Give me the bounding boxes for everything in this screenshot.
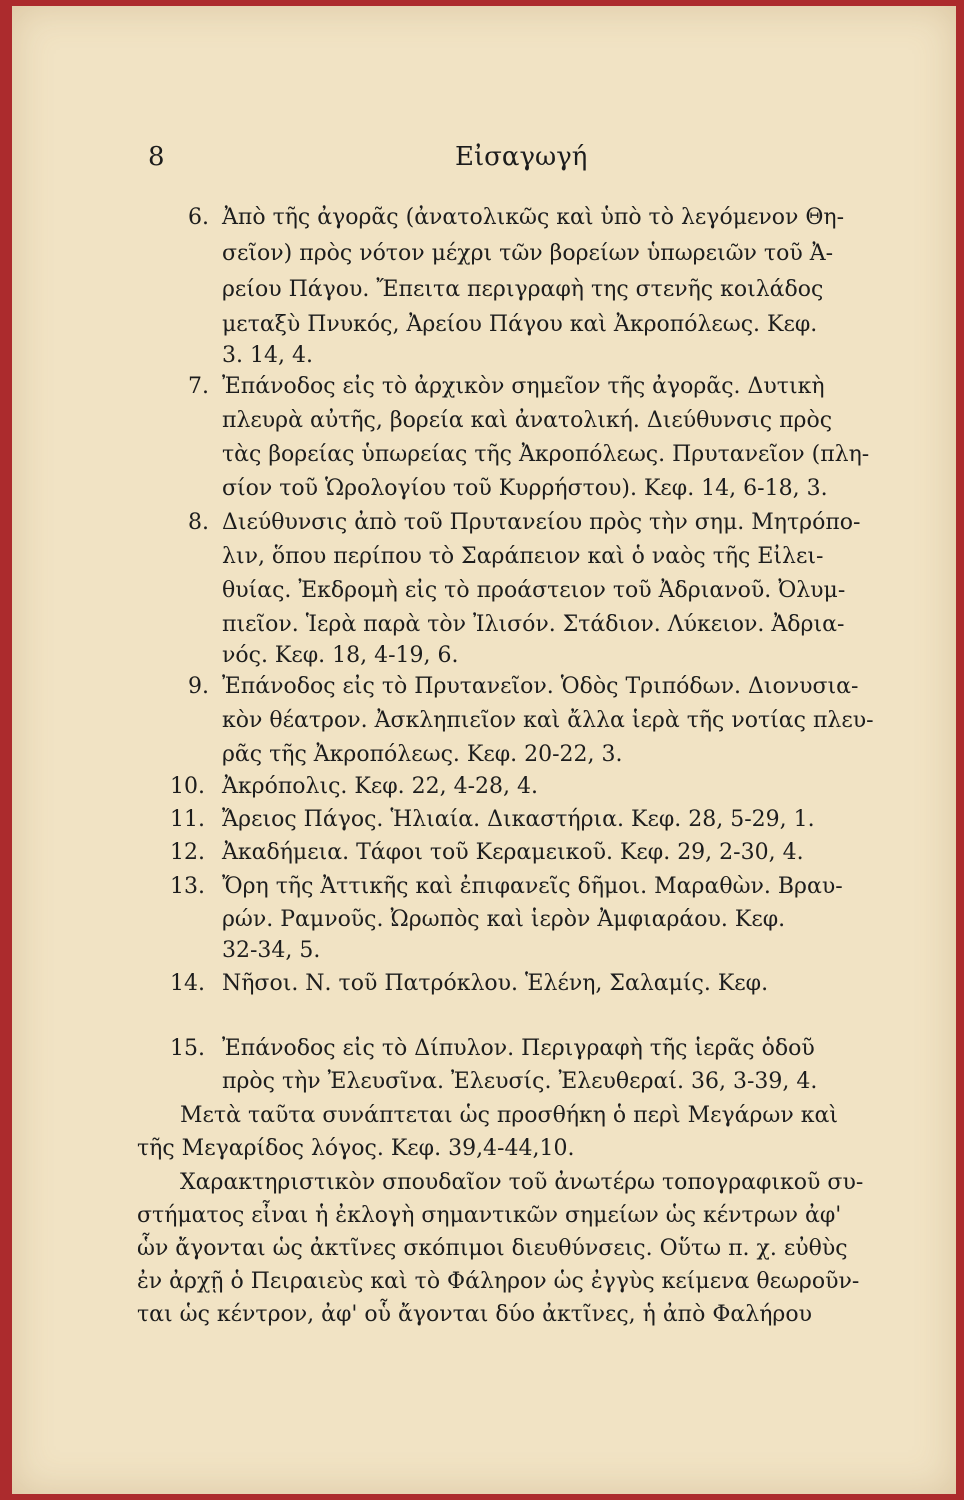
text-line: Μετὰ ταῦτα συνάπτεται ὡς προσθήκη ὁ περὶ Μεγάρων καὶ — [180, 1103, 838, 1128]
text-line: σεῖον) πρὸς νότον μέχρι τῶν βορείων ὑπωρειῶν τοῦ Ἀ- — [222, 241, 834, 266]
text-line: μεταξὺ Πνυκός, Ἀρείου Πάγου καὶ Ἀκροπόλεως. Κεφ. — [222, 312, 818, 337]
text-line: ὧν ἄγονται ὡς ἀκτῖνες σκόπιμοι διευθύνσεις. Οὕτω π. χ. εὐθὺς — [137, 1236, 848, 1261]
text-line: Ἄρειος Πάγος. Ἡλιαία. Δικαστήρια. Κεφ. 28, 5-29, 1. — [222, 807, 815, 832]
text-line: Ἀκαδήμεια. Τάφοι τοῦ Κεραμεικοῦ. Κεφ. 29, 2-30, 4. — [222, 840, 804, 865]
item-number: 10. — [170, 774, 205, 799]
text-line: τὰς βορείας ὑπωρείας τῆς Ἀκροπόλεως. Πρυτανεῖον (πλη- — [222, 442, 870, 467]
text-line: Ἐπάνοδος εἰς τὸ Πρυτανεῖον. Ὁδὸς Τριπόδων. Διονυσια- — [222, 674, 859, 699]
item-number: 9. — [188, 674, 209, 699]
text-line: ρείου Πάγου. Ἔπειτα περιγραφὴ της στενῆς κοιλάδος — [222, 277, 824, 302]
item-number: 13. — [170, 874, 205, 899]
text-line: τῆς Μεγαρίδος λόγος. Κεφ. 39,4-44,10. — [137, 1136, 575, 1161]
text-line: Ἐπάνοδος εἰς τὸ ἀρχικὸν σημεῖον τῆς ἀγορᾶς. Δυτικὴ — [222, 374, 825, 399]
text-line: Διεύθυνσις ἀπὸ τοῦ Πρυτανείου πρὸς τὴν σημ. Μητρόπο- — [222, 510, 861, 535]
text-line: πλευρὰ αὐτῆς, βορεία καὶ ἀνατολική. Διεύθυνσις πρὸς — [222, 408, 833, 433]
text-line: πιεῖον. Ἱερὰ παρὰ τὸν Ἰλισόν. Στάδιον. Λύκειον. Ἀδρια- — [222, 612, 845, 637]
item-number: 6. — [188, 205, 209, 230]
item-number: 12. — [170, 840, 205, 865]
text-line: Ὄρη τῆς Ἀττικῆς καὶ ἐπιφανεῖς δῆμοι. Μαραθὼν. Βραυ- — [222, 874, 843, 899]
text-line: 32-34, 5. — [222, 938, 321, 963]
text-line: ρών. Ραμνοῦς. Ὠρωπὸς καὶ ἱερὸν Ἀμφιαράου. Κεφ. — [222, 907, 786, 932]
text-line: σίον τοῦ Ὡρολογίου τοῦ Κυρρήστου). Κεφ. 14, 6-18, 3. — [222, 476, 828, 501]
text-line: 3. 14, 4. — [222, 343, 313, 368]
item-number: 7. — [188, 374, 209, 399]
text-line: θυίας. Ἐκδρομὴ εἰς τὸ προάστειον τοῦ Ἀδριανοῦ. Ὀλυμ- — [222, 578, 846, 603]
text-line: στήματος εἶναι ἡ ἐκλογὴ σημαντικῶν σημείων ὡς κέντρων ἀφ' — [137, 1203, 842, 1228]
text-line: ἐν ἀρχῇ ὁ Πειραιεὺς καὶ τὸ Φάληρον ὡς ἐγγὺς κείμενα θεωροῦν- — [137, 1269, 860, 1294]
text-line: νός. Κεφ. 18, 4-19, 6. — [222, 643, 459, 668]
text-line: Χαρακτηριστικὸν σπουδαῖον τοῦ ἀνωτέρω τοπογραφικοῦ συ- — [180, 1170, 864, 1195]
item-number: 8. — [188, 510, 209, 535]
text-line: Ἀκρόπολις. Κεφ. 22, 4-28, 4. — [222, 774, 539, 799]
text-line: Νῆσοι. Ν. τοῦ Πατρόκλου. Ἑλένη, Σαλαμίς. Κεφ. — [222, 971, 769, 996]
text-line: κὸν θέατρον. Ἀσκληπιεῖον καὶ ἄλλα ἱερὰ τῆς νοτίας πλευ- — [222, 708, 874, 733]
text-line: ρᾶς τῆς Ἀκροπόλεως. Κεφ. 20-22, 3. — [222, 742, 623, 767]
text-line: Ἐπάνοδος εἰς τὸ Δίπυλον. Περιγραφὴ τῆς ἱερᾶς ὁδοῦ — [222, 1036, 815, 1061]
item-number: 11. — [170, 807, 205, 832]
text-line: ται ὡς κέντρον, ἀφ' οὗ ἄγονται δύο ἀκτῖνες, ἡ ἀπὸ Φαλήρου — [137, 1302, 812, 1327]
running-head: Εἰσαγωγή — [455, 142, 588, 172]
page-number: 8 — [148, 142, 165, 172]
text-line: Ἀπὸ τῆς ἀγορᾶς (ἀνατολικῶς καὶ ὑπὸ τὸ λεγόμενον Θη- — [222, 205, 845, 230]
text-line: λιν, ὅπου περίπου τὸ Σαράπειον καὶ ὁ ναὸς τῆς Εἰλει- — [222, 544, 824, 569]
item-number: 15. — [170, 1036, 205, 1061]
item-number: 14. — [170, 971, 205, 996]
text-line: πρὸς τὴν Ἐλευσῖνα. Ἐλευσίς. Ἐλευθεραί. 36, 3-39, 4. — [222, 1069, 818, 1094]
